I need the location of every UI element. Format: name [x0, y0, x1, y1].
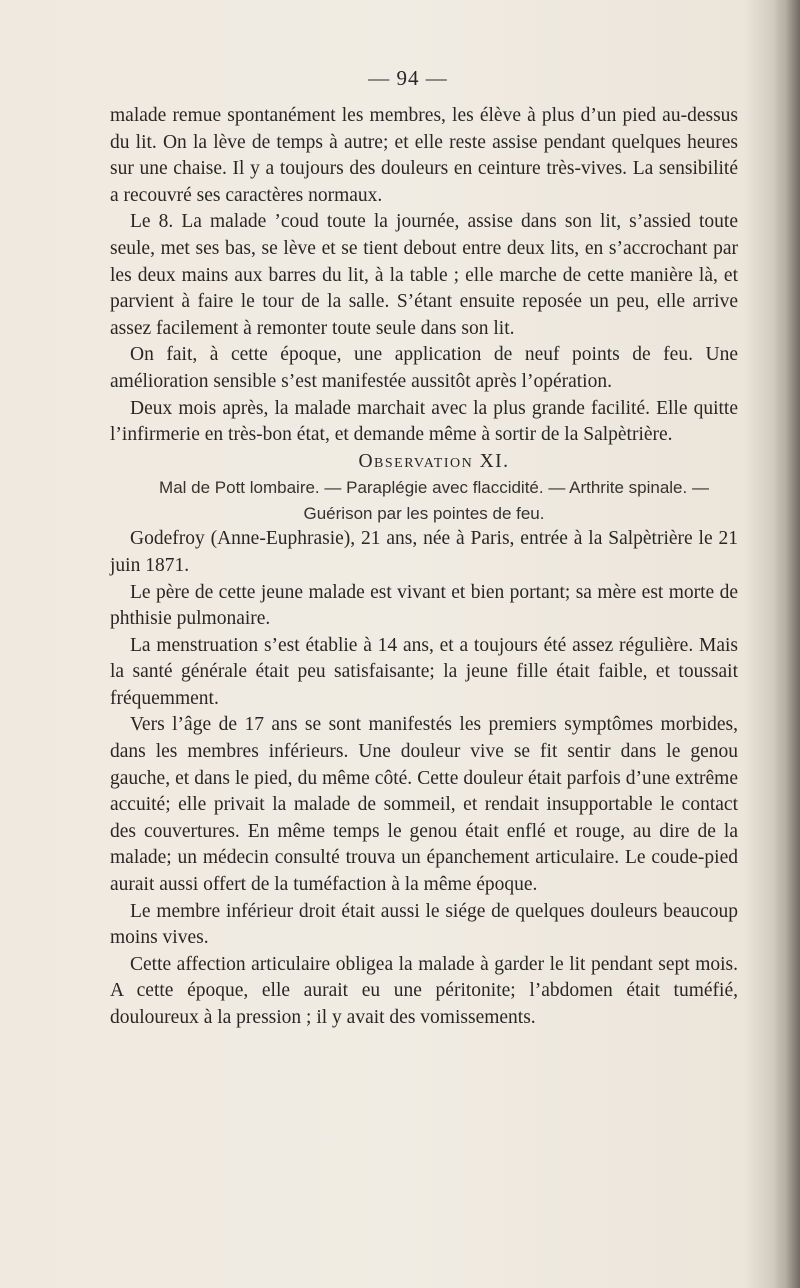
paragraph: On fait, à cette époque, une application de neuf points de feu. Une amélioration sensible s’est manifestée aussitôt après l’opération.	[110, 344, 738, 392]
paragraph: Cette affection articulaire obligea la malade à garder le lit pendant sept mois. A cette époque, elle aurait eu une péritonite; l’abdomen était tuméfié, douloureux à la pression ; il y avait des vomissements.	[110, 953, 738, 1028]
paragraph: malade remue spontanément les membres, les élève à plus d’un pied au-dessus du lit. On la lève de temps à autre; et elle reste assise pendant quelques heures sur une chaise. Il y a toujours des douleurs en ceinture très-vives. La sensibilité a recouvré ses caractères normaux.	[110, 105, 738, 206]
observation-summary: Mal de Pott lombaire. — Paraplégie avec flaccidité. — Arthrite spinale. — Guérison par les pointes de feu.	[159, 478, 709, 523]
page-number: — 94 —	[368, 66, 448, 90]
paragraph: Deux mois après, la malade marchait avec la plus grande facilité. Elle quitte l’infirmerie en très-bon état, et demande même à sortir de la Salpètrière.	[110, 397, 738, 446]
paragraph: Vers l’âge de 17 ans se sont manifestés les premiers symptômes morbides, dans les membres inférieurs. Une douleur vive se fit sentir dans le genou gauche, et dans le pied, du même côté. Cette douleur était parfois d’une extrême accuité; elle privait la malade de sommeil, et rendait insupportable le contact des couvertures. En même temps le genou était enflé et rouge, au dire de la malade; un médecin consulté trouva un épanchement articulaire. Le coude-pied aurait aussi offert de la tuméfaction à la même époque.	[110, 714, 738, 896]
page-edge-shadow	[774, 0, 800, 1288]
paragraph: Le père de cette jeune malade est vivant et bien portant; sa mère est morte de phthisie pulmonaire.	[110, 581, 738, 630]
observation-heading: Observation XI.	[358, 450, 510, 472]
paragraph: La menstruation s’est établie à 14 ans, et a toujours été assez régulière. Mais la santé générale était peu satisfaisante; la jeune fille était faible, et toussait fréquemment.	[110, 634, 738, 709]
paragraph: Godefroy (Anne-Euphrasie), 21 ans, née à Paris, entrée à la Salpètrière le 21 juin 1871.	[110, 528, 738, 576]
paragraph: Le 8. La malade ’coud toute la journée, assise dans son lit, s’assied toute seule, met ses bas, se lève et se tient debout entre deux lits, en s’accrochant par les deux mains aux barres du lit, à la table ; elle marche de cette manière là, et parvient à faire le tour de la salle. S’étant ensuite reposée un peu, elle arrive assez facilement à remonter toute seule dans son lit.	[110, 211, 738, 339]
body-text	[110, 103, 738, 1032]
paragraph: Le membre inférieur droit était aussi le siége de quelques douleurs beaucoup moins vives.	[110, 900, 738, 949]
